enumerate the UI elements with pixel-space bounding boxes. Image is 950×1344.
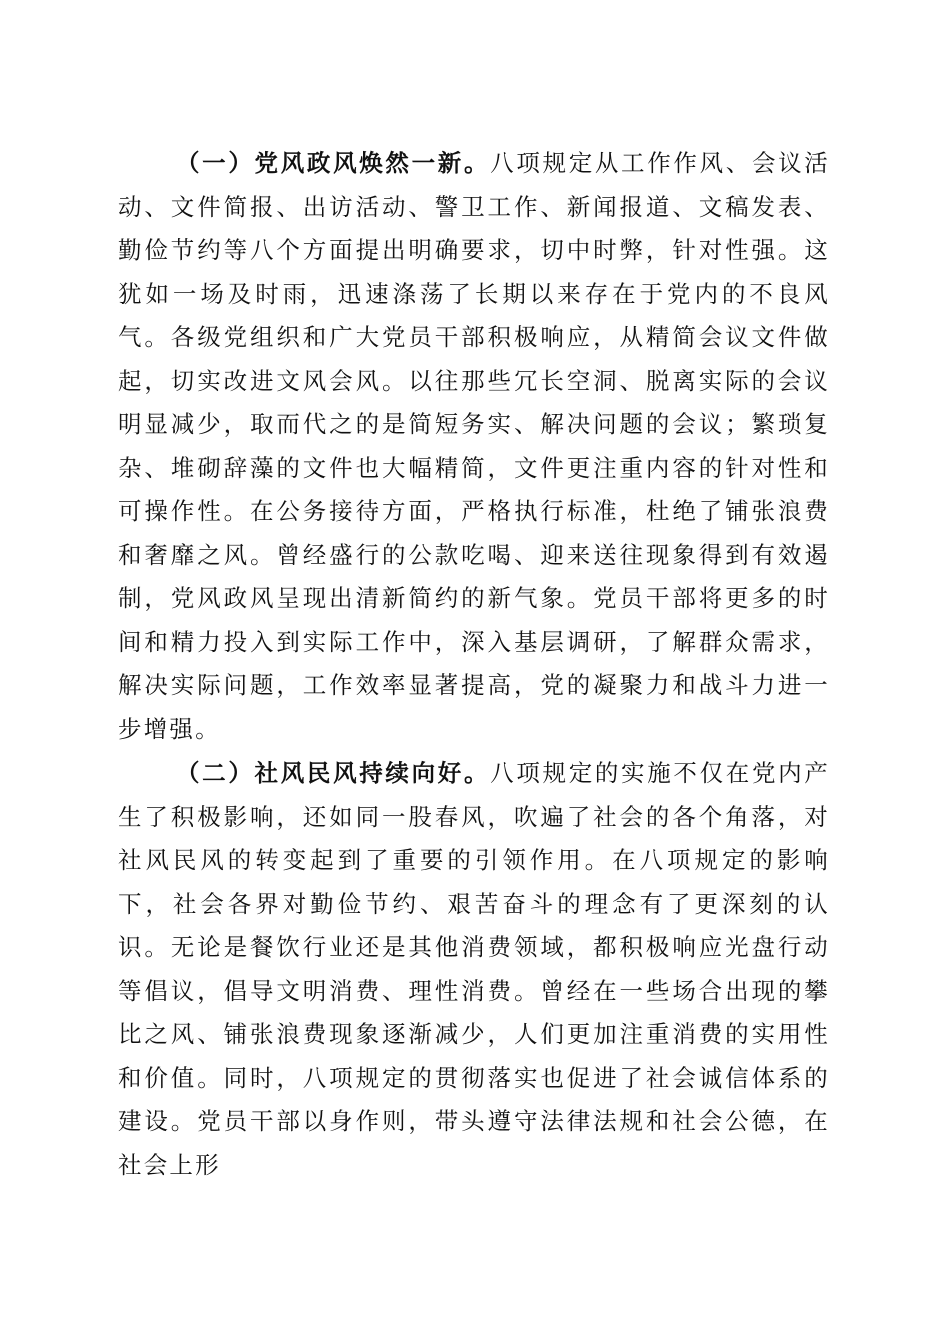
paragraph-social-style xyxy=(118,752,830,1187)
paragraph-party-style xyxy=(118,142,830,751)
paragraph-heading: （二）社风民风持续向好。 xyxy=(176,759,491,787)
paragraph-heading: （一）党风政风焕然一新。 xyxy=(176,149,491,177)
paragraph-body: 八项规定从工作作风、会议活动、文件简报、出访活动、警卫工作、新闻报道、文稿发表、勤俭节约等八个方面提出明确要求，切中时弊，针对性强。这犹如一场及时雨，迅速涤荡了长期以来存在于党内的不良风气。各级党组织和广大党员干部积极响应，从精简会议文件做起，切实改进文风会风。以往那些冗长空洞、脱离实际的会议明显减少，取而代之的是简短务实、解决问题的会议；繁琐复杂、堆砌辞藻的文件也大幅精简，文件更注重内容的针对性和可操作性。在公务接待方面，严格执行标准，杜绝了铺张浪费和奢靡之风。曾经盛行的公款吃喝、迎来送往现象得到有效遏制，党风政风呈现出清新简约的新气象。党员干部将更多的时间和精力投入到实际工作中，深入基层调研，了解群众需求，解决实际问题，工作效率显著提高，党的凝聚力和战斗力进一步增强。 xyxy=(118,149,830,743)
paragraph-body: 八项规定的实施不仅在党内产生了积极影响，还如同一股春风，吹遍了社会的各个角落，对社风民风的转变起到了重要的引领作用。在八项规定的影响下，社会各界对勤俭节约、艰苦奋斗的理念有了更深刻的认识。无论是餐饮行业还是其他消费领域，都积极响应光盘行动等倡议，倡导文明消费、理性消费。曾经在一些场合出现的攀比之风、铺张浪费现象逐渐减少，人们更加注重消费的实用性和价值。同时，八项规定的贯彻落实也促进了社会诚信体系的建设。党员干部以身作则，带头遵守法律法规和社会公德，在社会上形 xyxy=(118,759,830,1179)
